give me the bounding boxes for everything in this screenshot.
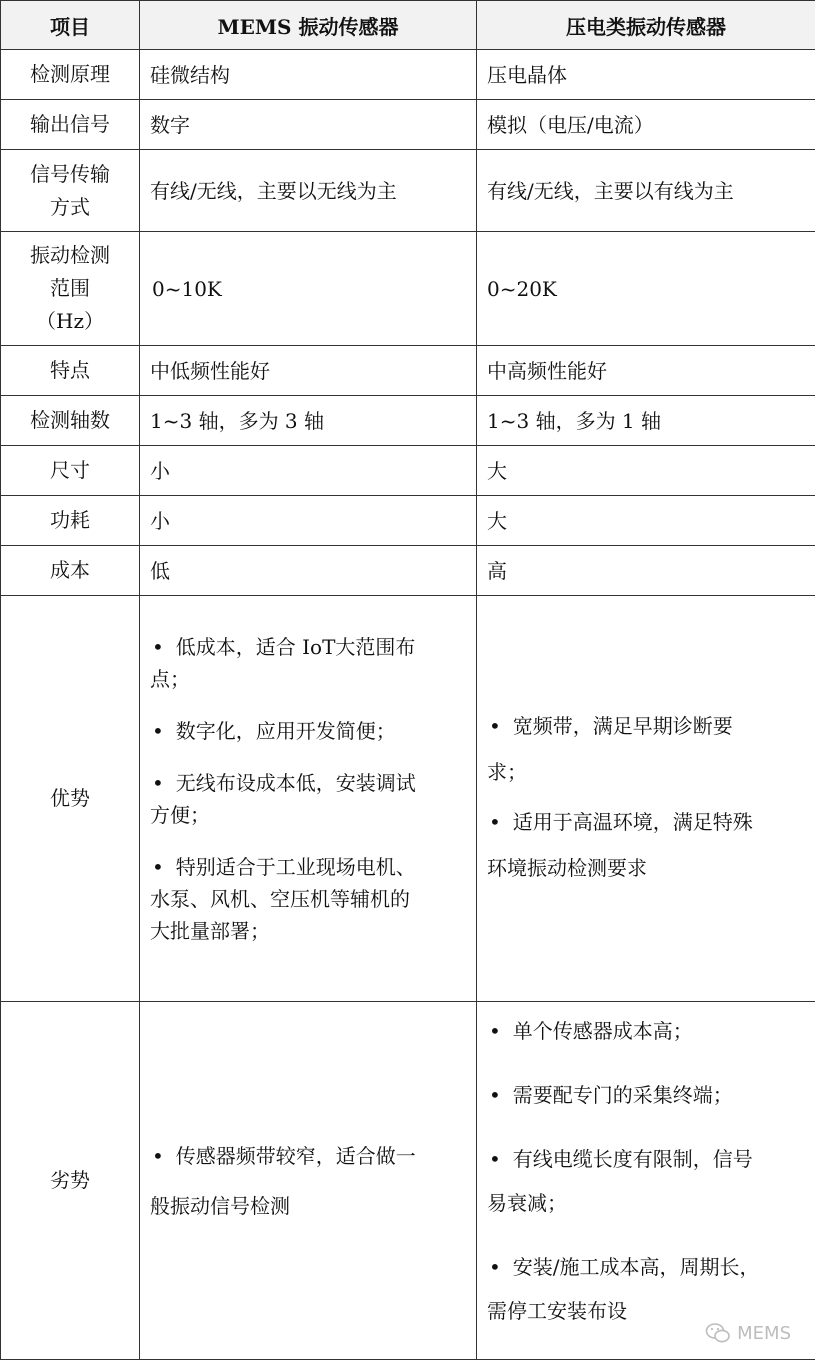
header-piezo: 压电类振动传感器 <box>477 1 815 50</box>
header-row <box>1 1 815 50</box>
row-label: 成本 <box>1 546 140 596</box>
cell-piezo: 模拟（电压/电流） <box>477 100 815 150</box>
table-row <box>1 546 815 596</box>
row-label: 功耗 <box>1 496 140 546</box>
bullet-item <box>150 767 466 831</box>
cell-mems: 小 <box>140 496 477 546</box>
cell-piezo: 中高频性能好 <box>477 346 815 396</box>
row-label: 尺寸 <box>1 446 140 496</box>
table-row-advantages <box>1 596 815 1002</box>
bullet-item <box>487 1009 805 1053</box>
bullet-text: • 需要配专门的采集终端； <box>487 1073 805 1117</box>
bullet-text: 需停工安装布设 <box>487 1289 805 1333</box>
row-label: 特点 <box>1 346 140 396</box>
bullet-text: 方便； <box>150 799 466 831</box>
table-row <box>1 232 815 346</box>
row-label-line: 信号传输 <box>5 158 135 191</box>
cell-piezo: 高 <box>477 546 815 596</box>
table-row <box>1 396 815 446</box>
cell-mems: 1~3 轴，多为 3 轴 <box>140 396 477 446</box>
bullet-item <box>487 799 805 891</box>
bullet-text: • 特别适合于工业现场电机、 <box>150 851 466 883</box>
table-row-disadvantages <box>1 1002 815 1360</box>
row-label: 劣势 <box>1 1002 140 1360</box>
bullet-text: • 安装/施工成本高，周期长， <box>487 1245 805 1289</box>
cell-mems: 有线/无线，主要以无线为主 <box>140 150 477 232</box>
bullet-text: 般振动信号检测 <box>150 1181 466 1231</box>
watermark <box>705 1322 791 1344</box>
table-row <box>1 346 815 396</box>
bullet-text: 水泵、风机、空压机等辅机的 <box>150 883 466 915</box>
wechat-icon <box>705 1322 731 1344</box>
cell-piezo: 有线/无线，主要以有线为主 <box>477 150 815 232</box>
row-label-line: 方式 <box>5 191 135 224</box>
bullet-text: 环境振动检测要求 <box>487 845 805 891</box>
row-label-line: 振动检测 <box>5 239 135 272</box>
bullet-text: 求； <box>487 749 805 795</box>
cell-mems: 硅微结构 <box>140 50 477 100</box>
bullet-item <box>487 1137 805 1225</box>
bullet-text: • 低成本，适合 IoT大范围布 <box>150 631 466 663</box>
bullet-text: 点； <box>150 663 466 695</box>
row-label-line: （Hz） <box>5 305 135 338</box>
row-label: 优势 <box>1 596 140 1002</box>
bullet-text: • 无线布设成本低，安装调试 <box>150 767 466 799</box>
bullet-text: • 单个传感器成本高； <box>487 1009 805 1053</box>
row-label-line: 范围 <box>5 272 135 305</box>
header-mems: MEMS 振动传感器 <box>140 1 477 50</box>
table-row <box>1 446 815 496</box>
row-label: 检测原理 <box>1 50 140 100</box>
table-row <box>1 496 815 546</box>
header-item: 项目 <box>1 1 140 50</box>
table-row <box>1 150 815 232</box>
bullet-item <box>150 851 466 947</box>
bullet-item <box>487 703 805 795</box>
row-label: 输出信号 <box>1 100 140 150</box>
cell-mems: 0~10K <box>140 232 477 346</box>
cell-piezo <box>477 596 815 1002</box>
cell-piezo <box>477 1002 815 1360</box>
table-row <box>1 100 815 150</box>
cell-piezo: 压电晶体 <box>477 50 815 100</box>
cell-mems: 数字 <box>140 100 477 150</box>
cell-mems <box>140 596 477 1002</box>
cell-mems: 小 <box>140 446 477 496</box>
bullet-text: • 有线电缆长度有限制，信号 <box>487 1137 805 1181</box>
bullet-item <box>150 715 466 747</box>
bullet-text: • 数字化，应用开发简便； <box>150 715 466 747</box>
bullet-text: • 宽频带，满足早期诊断要 <box>487 703 805 749</box>
bullet-item <box>150 631 466 695</box>
table-row <box>1 50 815 100</box>
bullet-item <box>150 1131 466 1231</box>
bullet-item <box>487 1073 805 1117</box>
bullet-text: • 适用于高温环境，满足特殊 <box>487 799 805 845</box>
bullet-item <box>487 1245 805 1333</box>
cell-piezo: 大 <box>477 496 815 546</box>
cell-piezo: 0~20K <box>477 232 815 346</box>
row-label: 检测轴数 <box>1 396 140 446</box>
cell-mems: 中低频性能好 <box>140 346 477 396</box>
cell-piezo: 大 <box>477 446 815 496</box>
bullet-text: 大批量部署； <box>150 915 466 947</box>
cell-mems <box>140 1002 477 1360</box>
row-label <box>1 232 140 346</box>
row-label <box>1 150 140 232</box>
cell-mems: 低 <box>140 546 477 596</box>
bullet-text: 易衰减； <box>487 1181 805 1225</box>
cell-piezo: 1~3 轴，多为 1 轴 <box>477 396 815 446</box>
bullet-text: • 传感器频带较窄，适合做一 <box>150 1131 466 1181</box>
watermark-text: MEMS <box>737 1323 791 1344</box>
